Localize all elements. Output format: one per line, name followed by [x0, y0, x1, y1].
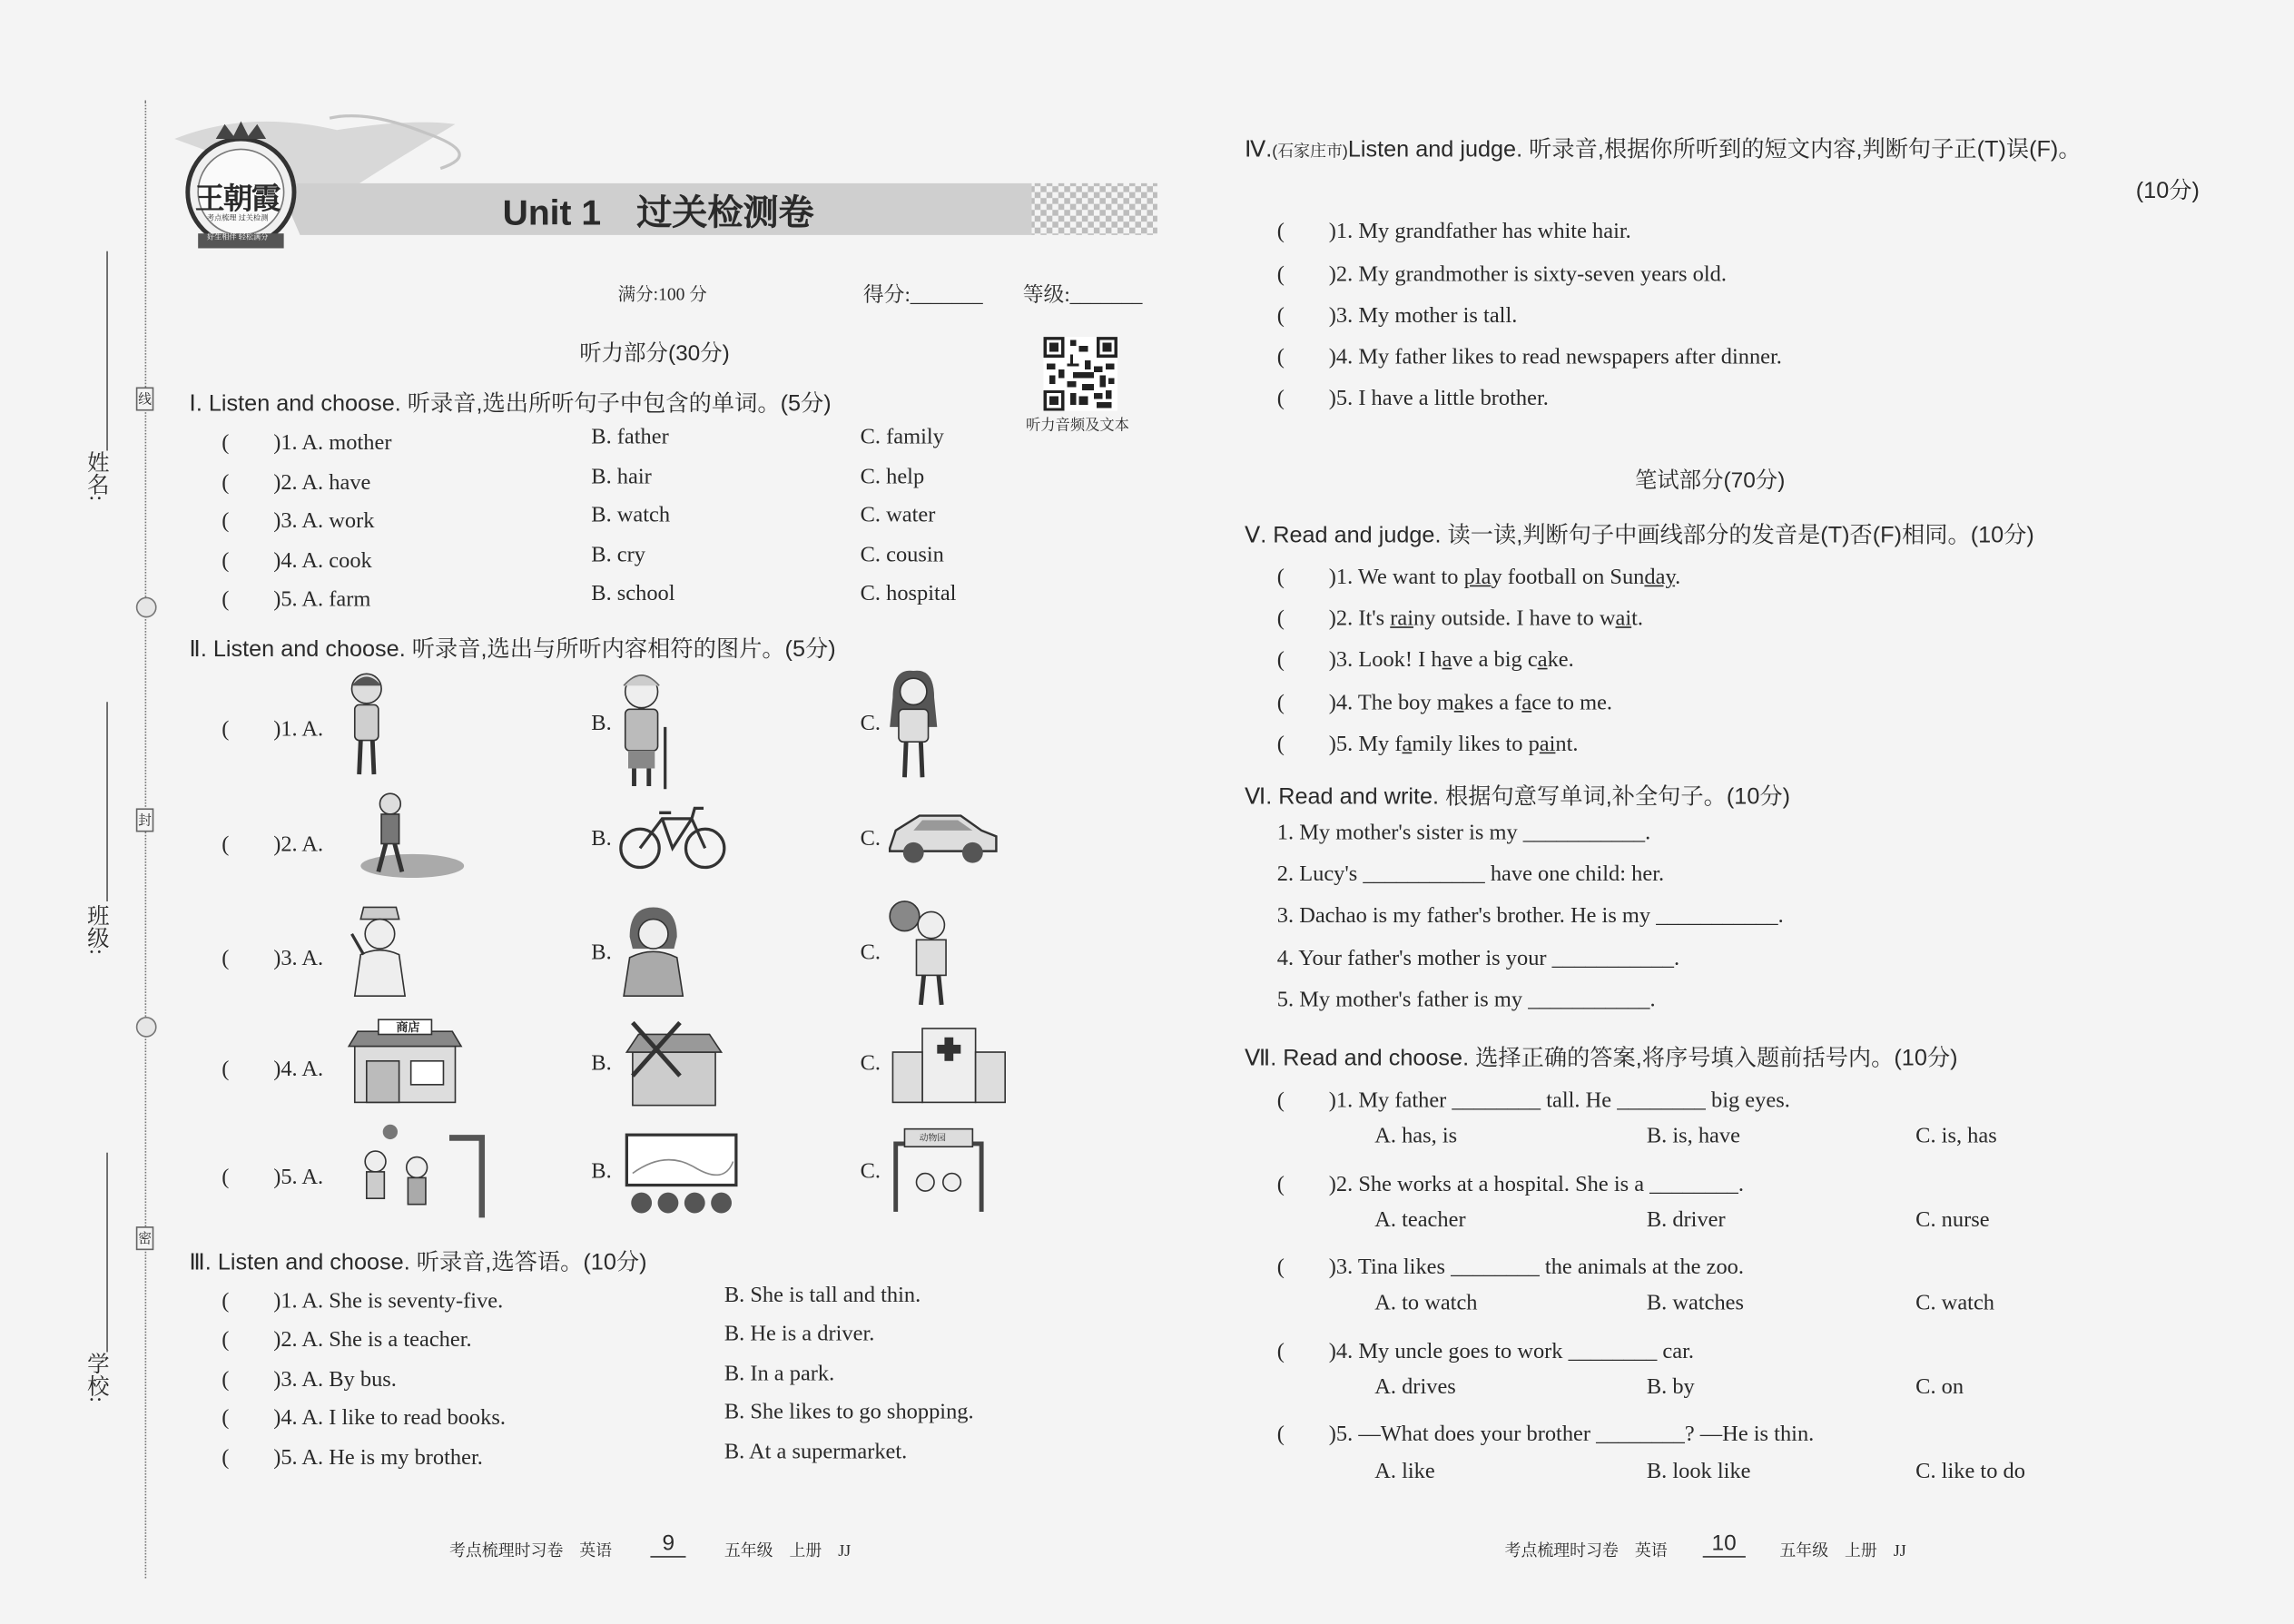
s5-q3-underline-1: a [1442, 648, 1452, 673]
s5-q1-underline-1: pla [1463, 566, 1492, 590]
s7-q4-c: C. on [1915, 1375, 1964, 1400]
s4-title-text: Listen and judge. 听录音,根据你所听到的短文内容,判断句子正(T)误(F)。 [1347, 137, 2082, 163]
writing-title: 笔试部分(70分) [1634, 468, 1786, 494]
s3-q1-b: B. She is tall and thin. [724, 1284, 921, 1308]
s3-q5-b: B. At a supermarket. [724, 1441, 908, 1465]
s7-q3-a: A. to watch [1374, 1291, 1478, 1315]
school-label: 学校: [84, 1352, 108, 1403]
s7-q1: ( )1. My father ________ tall. He ________ big eyes. [1276, 1088, 1790, 1113]
page-title: Unit 1 过关检测卷 [502, 193, 814, 234]
s3-q2-a: ( )2. A. She is a teacher. [222, 1328, 472, 1353]
s1-q1-c: C. family [860, 425, 944, 449]
class-label: 班级: [84, 904, 108, 955]
s7-q1-a: A. has, is [1374, 1124, 1458, 1148]
s5-q5-underline-2: ai [1539, 733, 1556, 757]
footer-right-text: 考点梳理时习卷 英语 [1504, 1542, 1668, 1561]
s5-q4-underline-1: a [1453, 691, 1464, 715]
s6-q3: 3. Dachao is my father's brother. He is my ___________. [1276, 904, 1784, 929]
binding-mark: 线 [136, 387, 154, 410]
girl-short-hair-icon [343, 668, 390, 781]
logo-subtitle: 考点梳理 过关检测 [206, 214, 269, 223]
s1-q3-c: C. water [860, 504, 936, 528]
s3-q1-a: ( )1. A. She is seventy-five. [222, 1290, 504, 1314]
s3-q5-a: ( )5. A. He is my brother. [222, 1446, 483, 1471]
s5-q3-end: ke. [1547, 648, 1574, 673]
binding-mark: 封 [136, 808, 154, 832]
page-number-right: 10 [1703, 1530, 1746, 1557]
s5-q4-pre: ( )4. The boy m [1276, 691, 1454, 715]
s1-q1-a: ( )1. A. mother [222, 431, 392, 456]
s7-q5-a: A. like [1374, 1460, 1435, 1484]
s1-q3-b: B. watch [591, 504, 671, 528]
footer-left-grade: 五年级 上册 JJ [724, 1542, 852, 1561]
name-label: 姓名: [84, 450, 108, 502]
s5-q1-mid: y football on Sun [1491, 566, 1645, 590]
woman-teacher-icon [618, 904, 689, 999]
s3-q3-b: B. In a park. [724, 1362, 835, 1386]
s2-r3-c: C. [860, 940, 881, 965]
s2-r5-b: B. [591, 1159, 612, 1184]
s5-q3-underline-2: a [1537, 648, 1548, 673]
s3-q4-a: ( )4. A. I like to read books. [222, 1406, 506, 1431]
s3-q3-a: ( )3. A. By bus. [222, 1368, 397, 1393]
s4-city: (石家庄市) [1272, 143, 1348, 162]
kids-playing-basketball-icon [346, 1123, 494, 1220]
qr-caption: 听力音频及文本 [1025, 418, 1129, 435]
section-7-title: Ⅶ. Read and choose. 选择正确的答案,将序号填入题前括号内。(10分) [1244, 1046, 1958, 1072]
s6-q2: 2. Lucy's ___________ have one child: her. [1276, 862, 1665, 887]
s5-q5-underline-1: a [1402, 733, 1413, 757]
s5-q3-pre: ( )3. Look! I h [1276, 648, 1442, 673]
s7-q3: ( )3. Tina likes ________ the animals at the zoo. [1276, 1255, 1744, 1280]
s3-q4-b: B. She likes to go shopping. [724, 1401, 974, 1425]
s4-q5: ( )5. I have a little brother. [1276, 387, 1549, 411]
s5-q1-underline-2: day [1644, 566, 1676, 590]
s1-q5-a: ( )5. A. farm [222, 587, 371, 612]
s5-q5-end: nt. [1555, 733, 1579, 757]
s4-q1: ( )1. My grandfather has white hair. [1276, 220, 1631, 244]
logo-text: 王朝霞 [194, 182, 280, 216]
s5-q1-end: . [1675, 566, 1681, 590]
s5-q4-end: ce to me. [1531, 691, 1613, 715]
s7-q4-b: B. by [1646, 1375, 1695, 1400]
man-walking-park-icon [346, 789, 464, 883]
section-5-title: Ⅴ. Read and judge. 读一读,判断句子中画线部分的发音是(T)否(F)相同。(10分) [1244, 523, 2034, 548]
nurse-icon [346, 904, 414, 999]
s2-r5-a: ( )5. A. [222, 1166, 324, 1190]
s5-q5-mid: mily likes to p [1412, 733, 1540, 757]
s5-q3-mid: ve a big c [1452, 648, 1538, 673]
s7-q5-c: C. like to do [1915, 1460, 2025, 1484]
closed-shop-icon [621, 1017, 727, 1111]
s5-q4 [1277, 685, 1612, 716]
s4-q4: ( )4. My father likes to read newspapers after dinner. [1276, 345, 1782, 369]
boy-basketball-icon [884, 899, 967, 1008]
s5-q4-underline-2: a [1521, 691, 1532, 715]
section-4-title [1245, 132, 2082, 164]
s5-q1 [1277, 560, 1680, 591]
score-field: 得分:_______ [862, 285, 983, 308]
s5-q1-pre: ( )1. We want to [1276, 566, 1464, 590]
s5-q2-underline-2: ai [1615, 607, 1632, 632]
shop-sign: 商店 [396, 1020, 420, 1035]
binding-mark: 密 [136, 1226, 154, 1250]
s5-q5 [1277, 727, 1579, 758]
s2-r4-c: C. [860, 1052, 881, 1077]
s1-q1-b: B. father [591, 425, 669, 449]
s1-q2-a: ( )2. A. have [222, 471, 371, 496]
s7-q2-c: C. nurse [1915, 1208, 1990, 1233]
binding-hole-icon [136, 1017, 157, 1038]
s5-q2 [1277, 602, 1643, 633]
binding-hole-icon [136, 597, 157, 618]
grandmother-cane-icon [615, 668, 676, 792]
bicycle-icon [618, 804, 727, 872]
s7-q2-b: B. driver [1646, 1208, 1726, 1233]
s1-q2-c: C. help [860, 465, 925, 489]
s5-q5-pre: ( )5. My f [1276, 733, 1403, 757]
s2-r2-c: C. [860, 827, 881, 851]
section-1-title: Ⅰ. Listen and choose. 听录音,选出所听句子中包含的单词。(5分) [189, 391, 832, 418]
class-line [106, 702, 108, 901]
s7-q5: ( )5. —What does your brother ________? —He is thin. [1276, 1422, 1815, 1447]
zoo-sign: 动物园 [919, 1135, 947, 1144]
s1-q3-a: ( )3. A. work [222, 509, 375, 534]
s2-r1-c: C. [860, 712, 881, 736]
s6-q1: 1. My mother's sister is my ___________. [1276, 822, 1651, 846]
s2-r4-a: ( )4. A. [222, 1058, 324, 1082]
s5-q2-underline-1: rai [1390, 607, 1414, 632]
s1-q5-c: C. hospital [860, 582, 957, 606]
s7-q3-b: B. watches [1646, 1291, 1745, 1315]
s1-q4-b: B. cry [591, 544, 645, 568]
s5-q2-pre: ( )2. It's [1276, 607, 1391, 632]
s2-r3-a: ( )3. A. [222, 947, 324, 971]
s5-q4-mid: kes a f [1463, 691, 1522, 715]
s1-q2-b: B. hair [591, 465, 652, 489]
s2-r2-a: ( )2. A. [222, 833, 324, 858]
s2-r5-c: C. [860, 1159, 881, 1184]
s7-q2: ( )2. She works at a hospital. She is a ________. [1276, 1173, 1744, 1197]
hospital-icon [887, 1022, 1011, 1105]
section-6-title: Ⅵ. Read and write. 根据句意写单词,补全句子。(10分) [1244, 784, 1791, 811]
section-2-title: Ⅱ. Listen and choose. 听录音,选出与所听内容相符的图片。(5分) [189, 636, 836, 663]
s4-score: (10分) [2135, 178, 2200, 204]
s5-q2-end: t. [1631, 607, 1644, 632]
s4-q2: ( )2. My grandmother is sixty-seven years old. [1276, 262, 1727, 287]
s2-r3-b: B. [591, 940, 612, 965]
name-line [106, 251, 108, 451]
s5-q2-mid: ny outside. I have to w [1413, 607, 1616, 632]
s2-r1-a: ( )1. A. [222, 718, 324, 743]
s1-q4-c: C. cousin [860, 544, 944, 568]
girl-long-hair-icon [887, 668, 940, 783]
s2-r2-b: B. [591, 827, 612, 851]
qr-code-icon [1044, 337, 1117, 410]
s6-q5: 5. My mother's father is my ___________. [1276, 989, 1656, 1013]
page-number-left: 9 [650, 1530, 686, 1557]
car-icon [884, 804, 1002, 870]
s7-q4: ( )4. My uncle goes to work ________ car. [1276, 1340, 1695, 1364]
logo-ribbon-text: 好生相伴 轻松满分 [206, 233, 269, 242]
school-line [106, 1153, 108, 1353]
s2-r4-b: B. [591, 1052, 612, 1077]
s5-q3 [1277, 643, 1574, 674]
s7-q1-b: B. is, have [1646, 1124, 1740, 1148]
s7-q5-b: B. look like [1646, 1460, 1751, 1484]
listening-title: 听力部分(30分) [579, 341, 730, 367]
grade-field: 等级:_______ [1022, 285, 1143, 308]
s7-q1-c: C. is, has [1915, 1124, 1997, 1148]
s7-q4-a: A. drives [1374, 1375, 1456, 1400]
s3-q2-b: B. He is a driver. [724, 1322, 875, 1346]
cinema-icon [621, 1129, 743, 1221]
s4-prefix: Ⅳ. [1244, 137, 1273, 163]
footer-right-grade: 五年级 上册 JJ [1779, 1542, 1906, 1561]
s1-q4-a: ( )4. A. cook [222, 549, 372, 574]
footer-left-text: 考点梳理时习卷 英语 [448, 1542, 613, 1561]
section-3-title: Ⅲ. Listen and choose. 听录音,选答语。(10分) [189, 1250, 647, 1275]
s6-q4: 4. Your father's mother is your ___________. [1276, 947, 1680, 971]
binding-dotted-line [145, 101, 147, 1579]
s4-q3: ( )3. My mother is tall. [1276, 304, 1518, 329]
s7-q3-c: C. watch [1915, 1291, 1995, 1315]
full-score: 满分:100 分 [617, 283, 707, 305]
s2-r1-b: B. [591, 712, 612, 736]
s7-q2-a: A. teacher [1374, 1208, 1466, 1233]
s1-q5-b: B. school [591, 582, 675, 606]
